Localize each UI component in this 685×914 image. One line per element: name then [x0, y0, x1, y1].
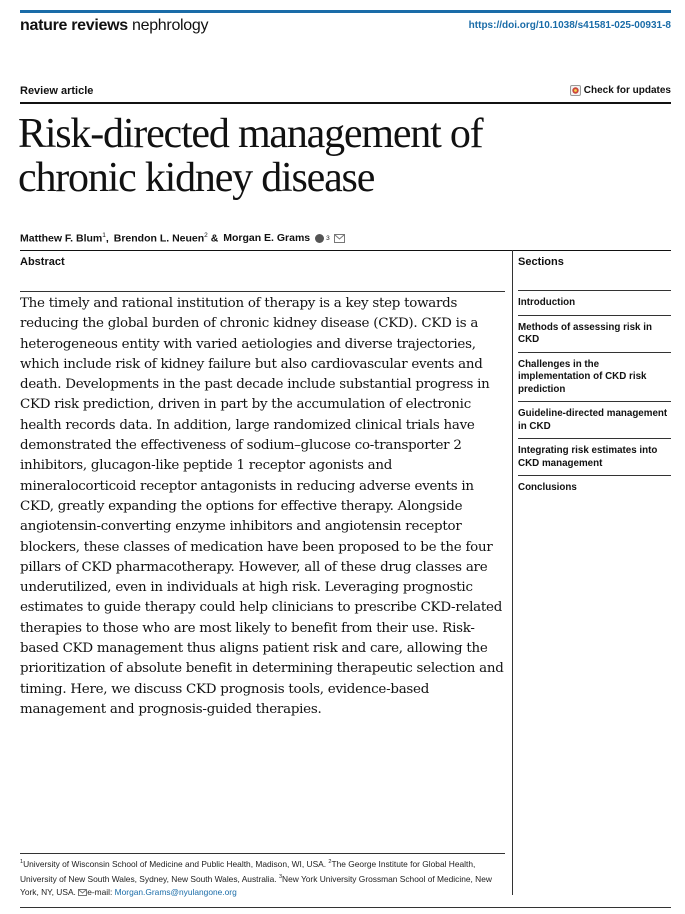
check-updates-button[interactable] — [570, 85, 671, 96]
corresponding-email-link[interactable]: Morgan.Grams@nyulangone.org — [114, 886, 237, 897]
sections-divider — [512, 250, 513, 895]
header-rule — [20, 102, 671, 104]
article-type: Review article — [20, 85, 94, 97]
journal-brand[interactable] — [20, 17, 208, 35]
sections-heading: Sections — [518, 256, 564, 268]
section-link-methods[interactable]: Methods of assessing risk in CKD — [518, 315, 671, 352]
doi-link[interactable]: https://doi.org/10.1038/s41581-025-00931-8 — [468, 20, 671, 31]
check-updates-icon — [570, 85, 581, 96]
section-link-integrating[interactable]: Integrating risk estimates into CKD management — [518, 438, 671, 475]
section-link-guideline[interactable]: Guideline-directed management in CKD — [518, 401, 671, 438]
author-3[interactable]: Morgan E. Grams — [223, 232, 311, 245]
check-updates-label: Check for updates — [583, 85, 671, 96]
section-link-challenges[interactable]: Challenges in the implementation of CKD risk prediction — [518, 352, 671, 402]
section-link-introduction[interactable]: Introduction — [518, 290, 671, 315]
author-3-affil: 3 — [326, 234, 330, 242]
brand-light: nephrology — [132, 17, 209, 34]
author-1[interactable]: Matthew F. Blum$^1$, — [20, 232, 112, 245]
email-icon[interactable] — [334, 234, 345, 243]
abstract-rule — [20, 291, 505, 292]
journal-top-bar — [20, 10, 671, 13]
author-rule — [20, 250, 671, 251]
article-title: Risk-directed management of chronic kidney disease — [18, 111, 483, 201]
footnote-rule — [20, 853, 505, 854]
author-list — [20, 232, 345, 245]
footnote-email-icon — [78, 889, 87, 896]
abstract-heading: Abstract — [20, 256, 65, 268]
bottom-rule — [20, 907, 671, 908]
orcid-icon[interactable] — [315, 234, 324, 243]
section-link-conclusions[interactable]: Conclusions — [518, 475, 671, 500]
author-2[interactable]: Brendon L. Neuen$^2$ & — [113, 232, 222, 245]
brand-bold: nature reviews — [20, 17, 128, 34]
abstract-text: The timely and rational institution of therapy is a key step towards reducing the global burden of chronic kidney disease (CKD). CKD is a heterogeneous entity with varied aetiologies and diverse trajectories, which include risk of kidney failure but also cardiovascular events and death. Developments in the past decade include substantial progress in CKD risk prediction, driven in part by the accumulation of electronic health records data. In addition, large randomized clinical trials have demonstrated the effectiveness of sodium–glucose co-transporter 2 inhibitors, glucagon-like peptide 1 receptor agonists and mineralocorticoid receptor antagonists in reducing adverse events in CKD, greatly expanding the options for effective therapy. Alongside angiotensin-converting enzyme inhibitors and angiotensin receptor blockers, these classes of medication have been proposed to be the four pillars of CKD pharmacotherapy. However, all of these drug classes are underutilized, even in individuals at high risk. Leveraging prognostic estimates to guide therapy could help clinicians to prescribe CKD-related therapies to those who are most likely to benefit from their use. Risk-based CKD management thus aligns patient risk and care, allowing the prioritization of absolute benefit in determining therapeutic selection and timing. Here, we discuss CKD prognosis tools, evidence-based management and prognosis-guided therapies. — [20, 296, 504, 717]
sections-list — [518, 290, 671, 500]
affiliations-footnote: $^1$University of Wisconsin School of Medicine and Public Health, Madison, WI, USA. $^2$The George Institute for Global Health, University of New South Wales, Sydney, New South Wales, Australia. $^3$New York University Grossman School of Medicine, New York, NY, USA. e-mail: Morgan.Grams@nyulangone.org — [20, 858, 492, 897]
